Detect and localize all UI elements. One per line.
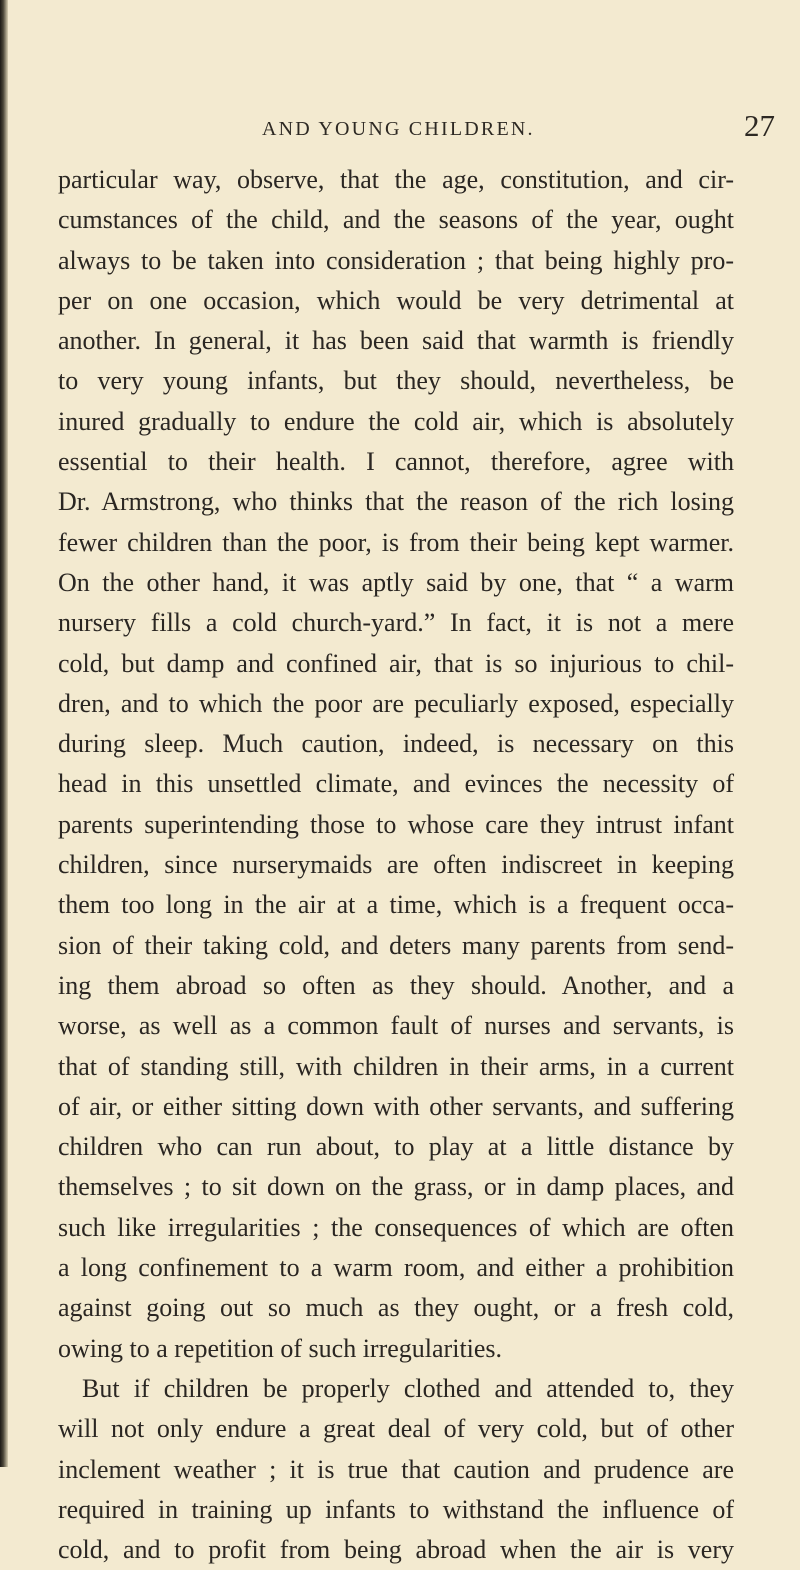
text-line: always to be taken into consideration ; that being highly pro-	[58, 245, 734, 275]
text-line: On the other hand, it was aptly said by one, that “ a warm	[58, 567, 734, 597]
text-line: parents superintending those to whose care they intrust infant	[58, 809, 734, 839]
text-line: required in training up infants to withstand the influence of	[58, 1494, 734, 1524]
text-line: to very young infants, but they should, nevertheless, be	[58, 366, 734, 396]
paragraph-start-line: But if children be properly clothed and attended to, they	[82, 1373, 734, 1403]
text-line: of air, or either sitting down with other servants, and suffering	[58, 1091, 734, 1121]
text-line: that of standing still, with children in their arms, in a current	[58, 1051, 734, 1081]
text-line: essential to their health. I cannot, therefore, agree with	[58, 447, 734, 477]
text-line: nursery fills a cold church-yard.” In fact, it is not a mere	[58, 608, 734, 638]
text-line: worse, as well as a common fault of nurses and servants, is	[58, 1011, 734, 1041]
page-number: 27	[744, 108, 775, 143]
text-line: particular way, observe, that the age, constitution, and cir-	[58, 165, 734, 194]
text-line: inclement weather ; it is true that caution and prudence are	[58, 1454, 734, 1484]
paragraph-end-line: owing to a repetition of such irregularities.	[58, 1333, 503, 1363]
text-line: fewer children than the poor, is from their being kept warmer.	[58, 527, 734, 557]
text-line: per on one occasion, which would be very detrimental at	[58, 285, 734, 315]
text-line: children who can run about, to play at a little distance by	[58, 1132, 734, 1162]
text-line: during sleep. Much caution, indeed, is necessary on this	[58, 729, 734, 759]
text-line: another. In general, it has been said that warmth is friendly	[58, 326, 734, 356]
text-line: against going out so much as they ought, or a fresh cold,	[58, 1293, 734, 1323]
text-line: such like irregularities ; the consequences of which are often	[58, 1212, 734, 1242]
text-line: themselves ; to sit down on the grass, or in damp places, and	[58, 1172, 734, 1202]
text-line: sion of their taking cold, and deters many parents from send-	[58, 930, 734, 960]
text-line: cold, and to profit from being abroad when the air is very	[58, 1535, 734, 1565]
body-text	[58, 160, 734, 1570]
text-line: ing them abroad so often as they should. Another, and a	[58, 970, 734, 1000]
text-line: them too long in the air at a time, which is a frequent occa-	[58, 890, 734, 920]
text-line: head in this unsettled climate, and evinces the necessity of	[58, 769, 734, 799]
text-line: Dr. Armstrong, who thinks that the reason of the rich losing	[58, 487, 734, 517]
text-line: children, since nurserymaids are often indiscreet in keeping	[58, 850, 734, 880]
running-head	[0, 108, 800, 152]
text-line: a long confinement to a warm room, and either a prohibition	[58, 1253, 734, 1283]
text-line: cumstances of the child, and the seasons of the year, ought	[58, 205, 734, 235]
text-line: cold, but damp and confined air, that is so injurious to chil-	[58, 648, 734, 678]
text-line: inured gradually to endure the cold air, which is absolutely	[58, 406, 734, 436]
text-line: dren, and to which the poor are peculiarly exposed, especially	[58, 688, 734, 718]
text-line: will not only endure a great deal of very cold, but of other	[58, 1414, 734, 1444]
running-title: AND YOUNG CHILDREN.	[262, 118, 535, 140]
